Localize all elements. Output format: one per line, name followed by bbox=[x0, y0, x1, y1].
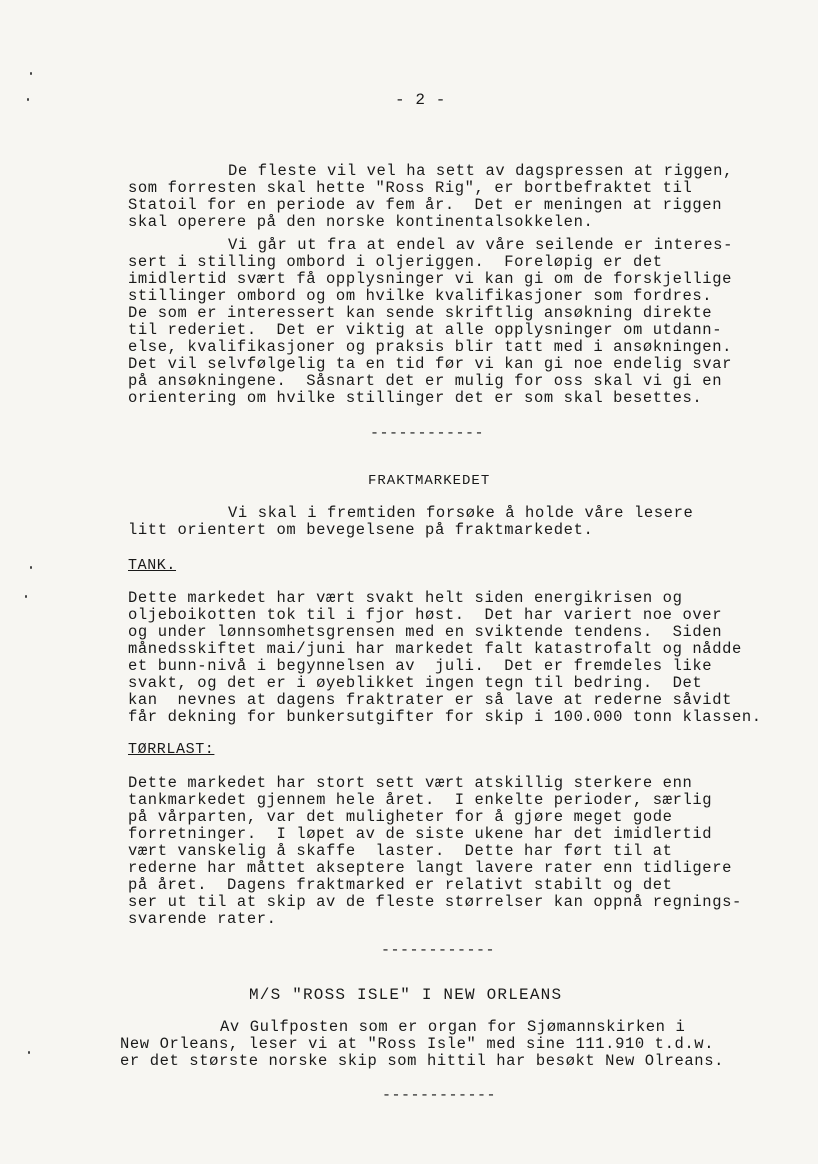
heading-tank: TANK. bbox=[128, 557, 177, 574]
text-line: vært vanskelig å skaffe laster. Dette har ført til at bbox=[128, 842, 673, 860]
page-number: - 2 - bbox=[395, 91, 447, 109]
separator-line: ------------ bbox=[381, 942, 496, 959]
text-line: stillinger ombord og om hvilke kvalifikasjoner som fordres. bbox=[128, 287, 713, 305]
text-line: Det vil selvfølgelig ta en tid før vi kan gi noe endelig svar bbox=[128, 355, 732, 373]
paragraph-frakt-intro bbox=[128, 505, 693, 539]
text-line: orientering om hvilke stillinger det er som skal besettes. bbox=[128, 389, 703, 407]
text-line: kan nevnes at dagens fraktrater er så lave at rederne såvidt bbox=[128, 691, 732, 709]
paragraph-interessert bbox=[128, 237, 733, 407]
paragraph-tank bbox=[128, 590, 762, 726]
margin-speck bbox=[28, 1051, 30, 1054]
text-line: litt orientert om bevegelsene på fraktmarkedet. bbox=[128, 521, 594, 539]
text-line: skal operere på den norske kontinentalsokkelen. bbox=[128, 213, 594, 231]
text-line: ser ut til at skip av de fleste størrelser kan oppnå regnings- bbox=[128, 893, 742, 911]
paragraph-ross-isle bbox=[120, 1019, 724, 1070]
text-line: Dette markedet har vært svakt helt siden energikrisen og bbox=[128, 589, 683, 607]
text-line: Vi skal i fremtiden forsøke å holde våre lesere bbox=[228, 504, 694, 522]
separator-line: ------------ bbox=[370, 425, 485, 442]
text-line: er det største norske skip som hittil har besøkt New Olreans. bbox=[120, 1052, 724, 1070]
text-line: else, kvalifikasjoner og praksis blir tatt med i ansøkningen. bbox=[128, 338, 732, 356]
paragraph-torrlast bbox=[128, 775, 742, 928]
paragraph-riggen bbox=[128, 163, 733, 231]
text-line: Av Gulfposten som er organ for Sjømannskirken i bbox=[220, 1018, 686, 1036]
text-line: Statoil for en periode av fem år. Det er meningen at riggen bbox=[128, 196, 723, 214]
text-line: De fleste vil vel ha sett av dagspressen at riggen, bbox=[228, 162, 733, 180]
heading-fraktmarkedet: FRAKTMARKEDET bbox=[368, 473, 491, 489]
text-line: som forresten skal hette "Ross Rig", er bortbefraktet til bbox=[128, 179, 693, 197]
text-line: forretninger. I løpet av de siste ukene har det imidlertid bbox=[128, 825, 713, 843]
margin-speck bbox=[30, 72, 32, 75]
text-line: De som er interessert kan sende skriftlig ansøkning direkte bbox=[128, 304, 713, 322]
text-line: New Orleans, leser vi at "Ross Isle" med sine 111.910 t.d.w. bbox=[120, 1035, 715, 1053]
text-line: på vårparten, var det muligheter for å gjøre meget gode bbox=[128, 808, 673, 826]
text-line: månedsskiftet mai/juni har markedet falt katastrofalt og nådde bbox=[128, 640, 742, 658]
text-line: tankmarkedet gjennem hele året. I enkelte perioder, særlig bbox=[128, 791, 713, 809]
text-line: til rederiet. Det er viktig at alle opplysninger om utdann- bbox=[128, 321, 723, 339]
text-line: oljeboikotten tok til i fjor høst. Det har variert noe over bbox=[128, 606, 723, 624]
text-line: Vi går ut fra at endel av våre seilende er interes- bbox=[228, 236, 733, 254]
text-line: får dekning for bunkersutgifter for skip i 100.000 tonn klassen. bbox=[128, 708, 762, 726]
text-line: svakt, og det er i øyeblikket ingen tegn til bedring. Det bbox=[128, 674, 703, 692]
heading-torrlast: TØRRLAST: bbox=[128, 741, 215, 758]
text-line: og under lønnsomhetsgrensen med en sviktende tendens. Siden bbox=[128, 623, 723, 641]
text-line: et bunn-nivå i begynnelsen av juli. Det er fremdeles like bbox=[128, 657, 713, 675]
heading-ross-isle: M/S "ROSS ISLE" I NEW ORLEANS bbox=[249, 986, 563, 1004]
margin-speck bbox=[27, 98, 29, 101]
text-line: sert i stilling ombord i oljeriggen. Foreløpig er det bbox=[128, 253, 663, 271]
text-line: Dette markedet har stort sett vært atskillig sterkere enn bbox=[128, 774, 693, 792]
margin-speck bbox=[25, 595, 27, 598]
text-line: på ansøkningene. Såsnart det er mulig for oss skal vi gi en bbox=[128, 372, 723, 390]
text-line: imidlertid svært få opplysninger vi kan gi om de forskjellige bbox=[128, 270, 732, 288]
margin-speck bbox=[30, 566, 32, 569]
text-line: rederne har måttet akseptere langt lavere rater enn tidligere bbox=[128, 859, 732, 877]
separator-line: ------------ bbox=[382, 1087, 497, 1104]
text-line: svarende rater. bbox=[128, 910, 277, 928]
text-line: på året. Dagens fraktmarked er relativt stabilt og det bbox=[128, 876, 673, 894]
